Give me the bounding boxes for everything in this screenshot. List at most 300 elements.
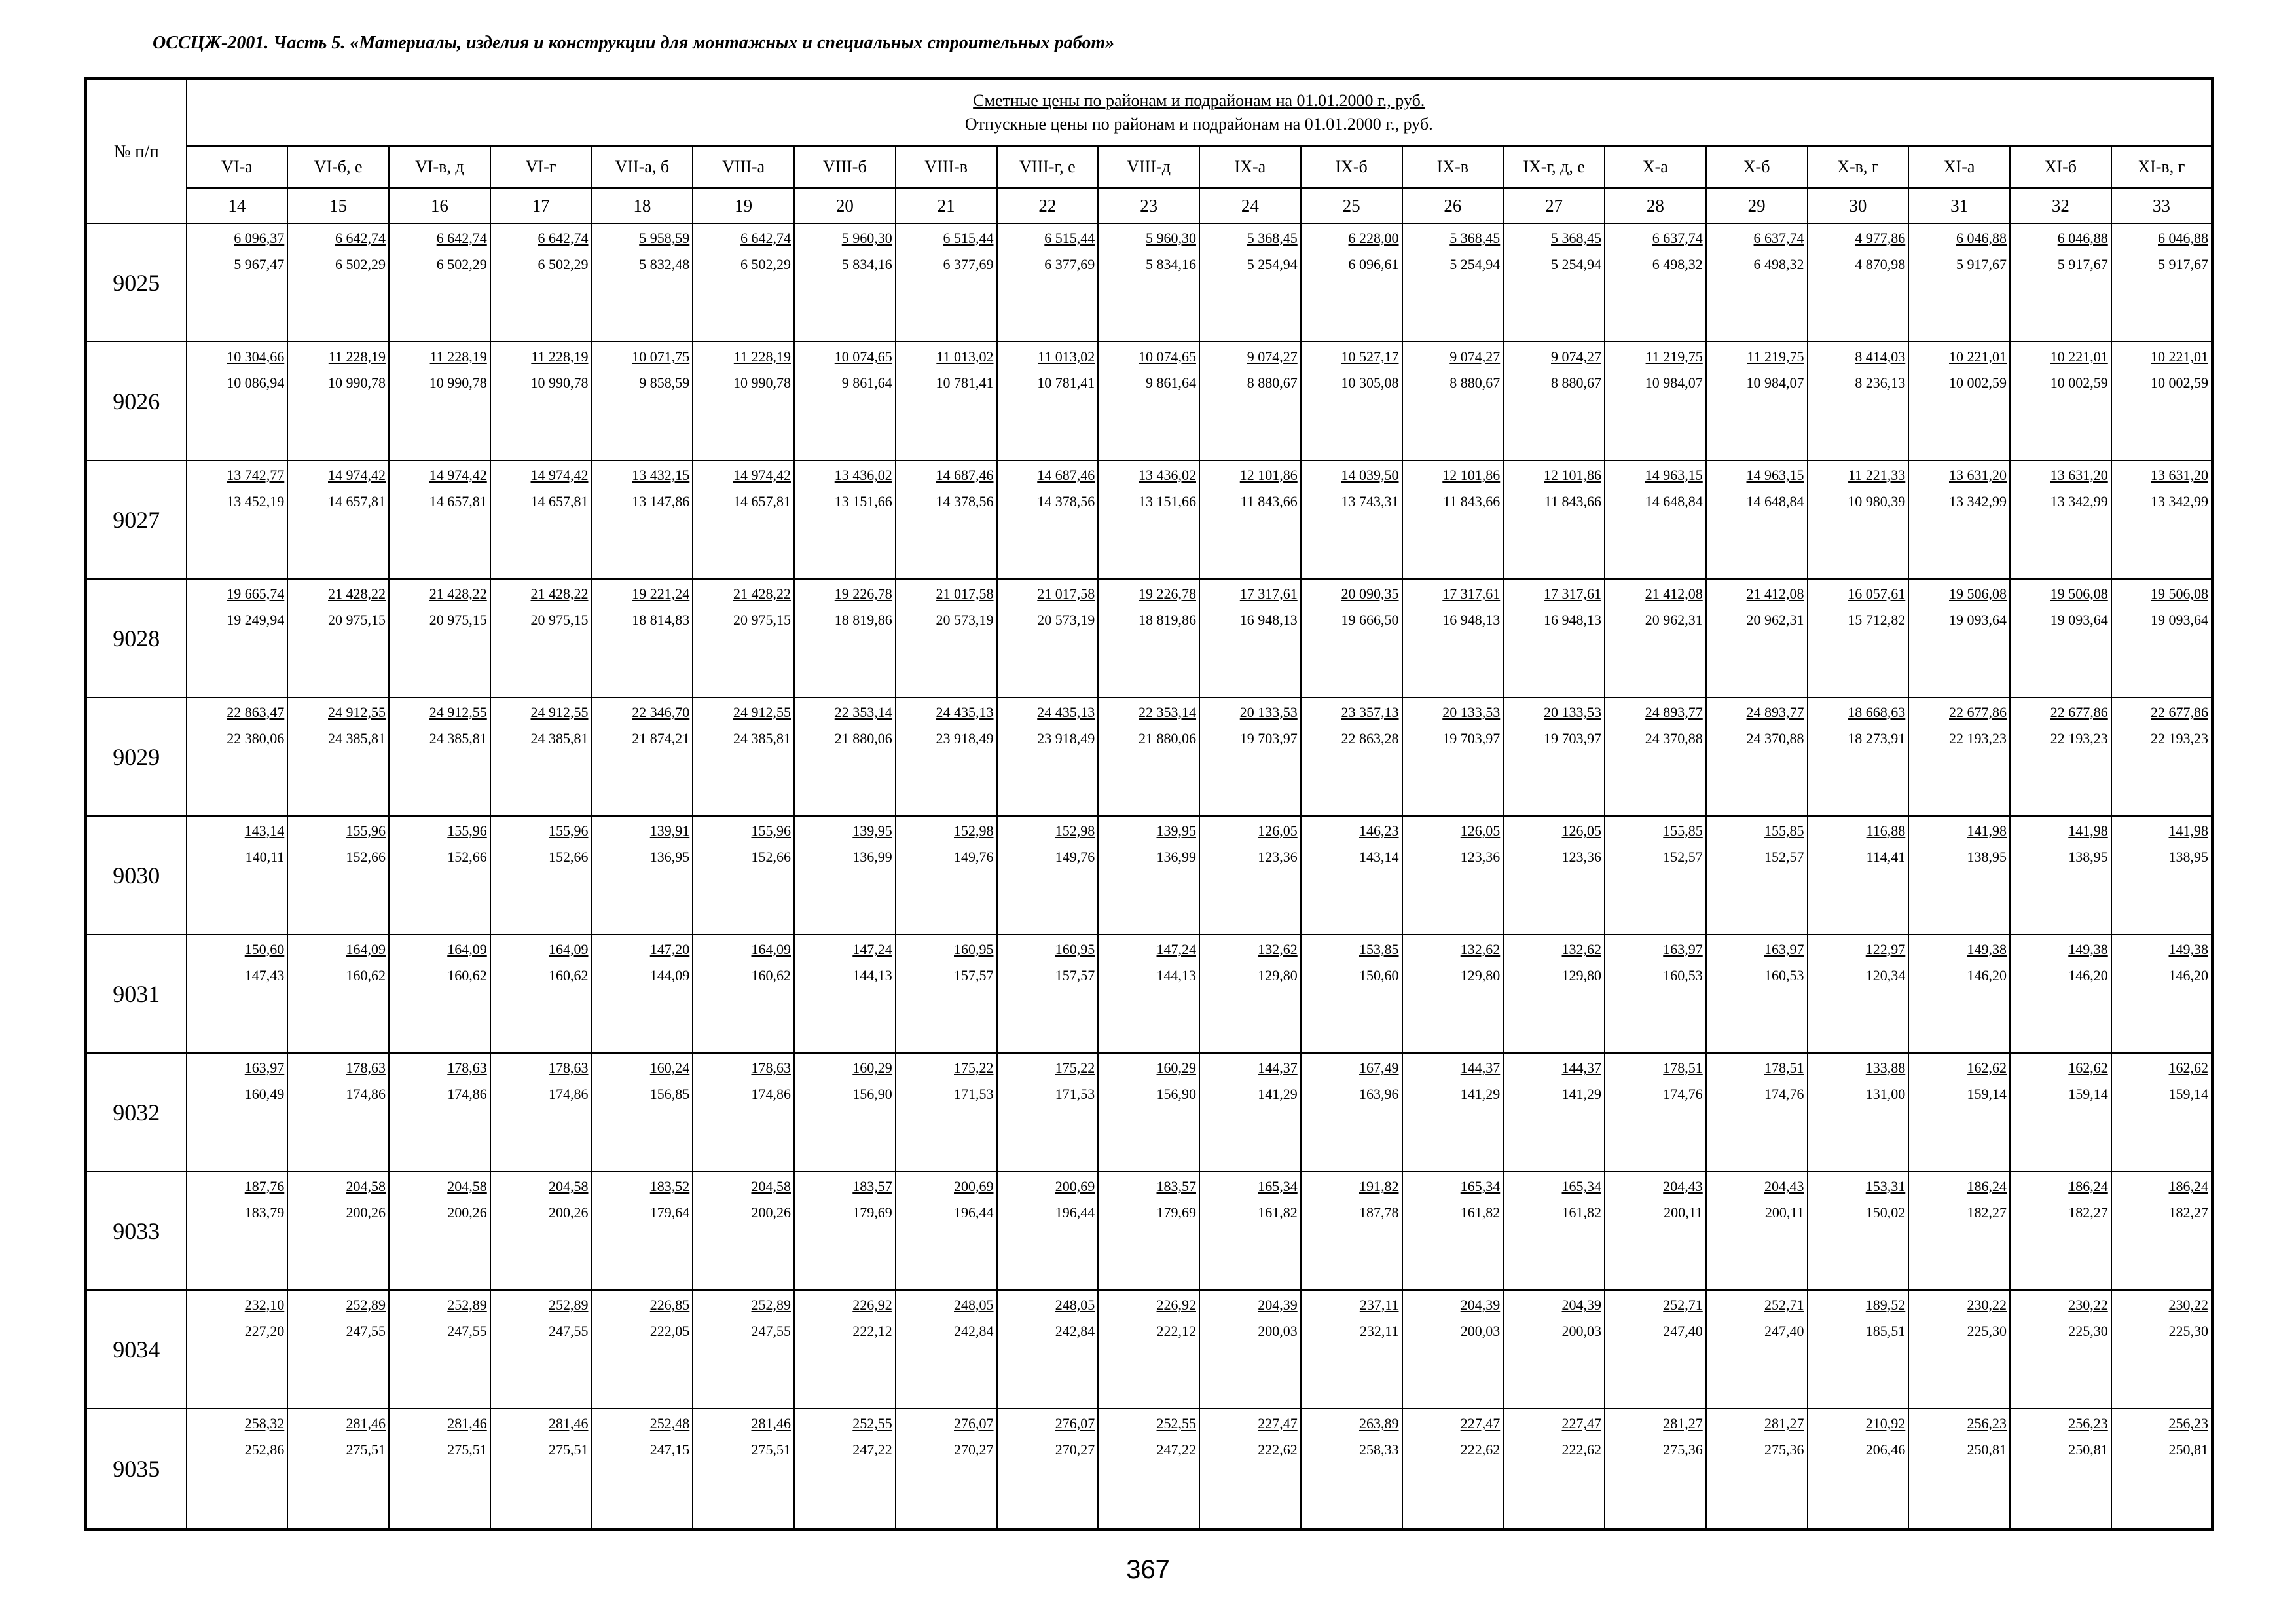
estimate-price: 6 228,00: [1348, 230, 1399, 246]
release-price: 11 843,66: [1443, 493, 1501, 510]
release-price: 225,30: [2168, 1323, 2208, 1340]
price-cell: [2111, 460, 2213, 579]
price-cell: [997, 223, 1099, 342]
estimate-price: 230,22: [2168, 1297, 2208, 1314]
estimate-price: 141,98: [2068, 822, 2108, 840]
release-price: 5 967,47: [234, 256, 285, 272]
estimate-price: 22 677,86: [2151, 704, 2208, 721]
estimate-price: 164,09: [751, 941, 791, 958]
price-cell: [1808, 1172, 1909, 1290]
release-price: 24 385,81: [328, 730, 386, 747]
price-cell: [1706, 816, 1808, 934]
price-cell: [389, 1053, 490, 1172]
release-price: 150,02: [1865, 1204, 1906, 1221]
release-price: 20 573,19: [1037, 612, 1095, 629]
estimate-price: 22 346,70: [632, 704, 690, 721]
estimate-price: 252,48: [649, 1415, 690, 1432]
estimate-price: 248,05: [954, 1297, 994, 1314]
release-price: 183,79: [244, 1204, 285, 1221]
price-cell: [1605, 579, 1706, 697]
price-cell: [896, 342, 997, 460]
release-price: 157,57: [1055, 967, 1095, 984]
resource-code: 9035: [86, 1409, 187, 1529]
estimate-price: 10 221,01: [2151, 348, 2208, 365]
release-price: 16 948,13: [1239, 612, 1298, 629]
price-cell: [1199, 1053, 1301, 1172]
estimate-price: 11 228,19: [328, 348, 386, 365]
price-cell: [693, 816, 794, 934]
estimate-price: 21 412,08: [1746, 585, 1804, 602]
release-price: 23 918,49: [1037, 730, 1095, 747]
price-cell: [1402, 816, 1504, 934]
estimate-price: 24 912,55: [733, 704, 791, 721]
column-number: 24: [1199, 188, 1301, 223]
estimate-price: 162,62: [1967, 1060, 2007, 1077]
estimate-price: 9 074,27: [1247, 348, 1298, 365]
price-cell: [2111, 697, 2213, 816]
release-price: 174,76: [1764, 1086, 1804, 1103]
estimate-price-title: Сметные цены по районам и подрайонам на 01.01.2000 г., руб.: [973, 91, 1425, 110]
price-cell: [1908, 934, 2010, 1053]
estimate-price: 20 133,53: [1544, 704, 1601, 721]
price-cell: [1301, 816, 1402, 934]
release-price: 13 147,86: [632, 493, 690, 510]
estimate-price: 204,58: [549, 1178, 589, 1195]
price-cell: [592, 460, 693, 579]
estimate-price: 165,34: [1561, 1178, 1601, 1195]
estimate-price: 204,58: [751, 1178, 791, 1195]
estimate-price: 6 515,44: [943, 230, 994, 246]
release-price: 275,51: [346, 1441, 386, 1458]
estimate-price: 19 221,24: [632, 585, 690, 602]
release-price: 18 814,83: [632, 612, 690, 629]
price-cell: [693, 697, 794, 816]
estimate-price: 178,63: [549, 1060, 589, 1077]
estimate-price: 141,98: [1967, 822, 2007, 840]
estimate-price: 8 414,03: [1855, 348, 1906, 365]
price-cell: [287, 460, 389, 579]
release-price: 250,81: [2168, 1441, 2208, 1458]
price-cell: [1908, 342, 2010, 460]
estimate-price: 13 631,20: [2151, 467, 2208, 484]
release-price: 18 819,86: [1139, 612, 1196, 629]
price-cell: [794, 816, 896, 934]
release-price: 163,96: [1359, 1086, 1399, 1103]
column-number: 29: [1706, 188, 1808, 223]
estimate-price: 6 642,74: [740, 230, 791, 246]
release-price: 149,76: [1055, 849, 1095, 866]
price-cell: [1605, 1172, 1706, 1290]
estimate-price: 252,89: [346, 1297, 386, 1314]
price-cell: [794, 460, 896, 579]
estimate-price: 162,62: [2168, 1060, 2208, 1077]
release-price: 20 962,31: [1746, 612, 1804, 629]
price-cell: [1402, 697, 1504, 816]
estimate-price: 14 687,46: [1037, 467, 1095, 484]
estimate-price: 5 368,45: [1551, 230, 1601, 246]
price-cell: [1503, 1053, 1605, 1172]
release-price: 14 657,81: [530, 493, 589, 510]
estimate-price: 133,88: [1865, 1060, 1906, 1077]
price-cell: [490, 697, 592, 816]
region-header: VI-б, е: [287, 146, 389, 188]
estimate-price: 13 742,77: [227, 467, 285, 484]
release-price: 179,64: [649, 1204, 690, 1221]
release-price: 160,62: [346, 967, 386, 984]
price-cell: [1199, 1172, 1301, 1290]
release-price: 120,34: [1865, 967, 1906, 984]
price-cell: [997, 1053, 1099, 1172]
price-cell: [187, 1409, 288, 1529]
release-price: 6 502,29: [335, 256, 386, 272]
price-cell: [592, 1053, 693, 1172]
release-price: 160,53: [1663, 967, 1703, 984]
price-cell: [2111, 1409, 2213, 1529]
price-cell: [1503, 342, 1605, 460]
price-cell: [896, 460, 997, 579]
estimate-price: 24 912,55: [429, 704, 487, 721]
price-cell: [287, 1409, 389, 1529]
price-cell: [1808, 816, 1909, 934]
price-cell: [997, 697, 1099, 816]
price-cell: [1706, 460, 1808, 579]
price-cell: [1706, 579, 1808, 697]
release-price: 247,55: [751, 1323, 791, 1340]
estimate-price: 153,85: [1359, 941, 1399, 958]
price-cell: [1706, 1172, 1808, 1290]
price-cell: [490, 342, 592, 460]
estimate-price: 183,57: [1156, 1178, 1196, 1195]
estimate-price: 24 912,55: [530, 704, 589, 721]
estimate-price: 227,47: [1258, 1415, 1298, 1432]
price-cell: [693, 934, 794, 1053]
price-cell: [2111, 1172, 2213, 1290]
estimate-price: 204,43: [1764, 1178, 1804, 1195]
estimate-price: 13 631,20: [1949, 467, 2007, 484]
table-row: [86, 934, 2213, 1053]
release-price: 13 342,99: [1949, 493, 2007, 510]
estimate-price: 139,91: [649, 822, 690, 840]
release-price: 161,82: [1460, 1204, 1501, 1221]
release-price: 200,03: [1258, 1323, 1298, 1340]
estimate-price: 24 435,13: [1037, 704, 1095, 721]
estimate-price: 147,24: [1156, 941, 1196, 958]
estimate-price: 6 096,37: [234, 230, 285, 246]
price-cell: [490, 460, 592, 579]
estimate-price: 10 527,17: [1341, 348, 1399, 365]
release-price: 150,60: [1359, 967, 1399, 984]
estimate-price: 252,71: [1663, 1297, 1703, 1314]
price-cell: [592, 1290, 693, 1409]
release-price: 11 843,66: [1240, 493, 1298, 510]
price-cell: [2010, 223, 2111, 342]
estimate-price: 252,71: [1764, 1297, 1804, 1314]
price-cell: [794, 579, 896, 697]
price-cell: [1199, 1409, 1301, 1529]
estimate-price: 5 960,30: [841, 230, 892, 246]
estimate-price: 11 219,75: [1747, 348, 1804, 365]
price-cell: [1098, 579, 1199, 697]
estimate-price: 13 436,02: [834, 467, 892, 484]
estimate-price: 256,23: [2168, 1415, 2208, 1432]
price-cell: [1301, 342, 1402, 460]
estimate-price: 21 017,58: [1037, 585, 1095, 602]
release-price: 161,82: [1561, 1204, 1601, 1221]
release-price: 136,95: [649, 849, 690, 866]
release-price: 5 834,16: [1146, 256, 1196, 272]
estimate-price: 11 228,19: [733, 348, 791, 365]
release-price: 247,22: [852, 1441, 892, 1458]
estimate-price: 160,95: [954, 941, 994, 958]
release-price: 19 703,97: [1239, 730, 1298, 747]
resource-code: 9029: [86, 697, 187, 816]
release-price: 15 712,82: [1848, 612, 1906, 629]
price-cell: [1908, 1172, 2010, 1290]
release-price: 129,80: [1561, 967, 1601, 984]
estimate-price: 144,37: [1460, 1060, 1501, 1077]
release-price: 16 948,13: [1544, 612, 1601, 629]
price-cell: [1706, 223, 1808, 342]
price-cell: [389, 1290, 490, 1409]
release-price: 19 703,97: [1544, 730, 1601, 747]
estimate-price: 150,60: [244, 941, 285, 958]
release-price: 171,53: [1055, 1086, 1095, 1103]
row-number-header: № п/п: [86, 79, 187, 224]
estimate-price: 163,97: [1764, 941, 1804, 958]
estimate-price: 132,62: [1460, 941, 1501, 958]
estimate-price: 20 133,53: [1442, 704, 1501, 721]
release-price: 152,66: [447, 849, 487, 866]
estimate-price: 160,29: [852, 1060, 892, 1077]
column-number: 15: [287, 188, 389, 223]
estimate-price: 18 668,63: [1848, 704, 1906, 721]
price-cell: [2111, 342, 2213, 460]
price-cell: [1605, 1053, 1706, 1172]
region-row: [86, 146, 2213, 188]
release-price: 275,51: [549, 1441, 589, 1458]
estimate-price: 281,46: [346, 1415, 386, 1432]
region-header: X-а: [1605, 146, 1706, 188]
estimate-price: 155,96: [751, 822, 791, 840]
release-price: 174,76: [1663, 1086, 1703, 1103]
price-cell: [490, 579, 592, 697]
region-header: IX-г, д, е: [1503, 146, 1605, 188]
price-cell: [287, 579, 389, 697]
estimate-price: 204,43: [1663, 1178, 1703, 1195]
price-cell: [1605, 1409, 1706, 1529]
release-price: 9 861,64: [1146, 375, 1196, 392]
release-price: 157,57: [954, 967, 994, 984]
price-cell: [1808, 1409, 1909, 1529]
release-price: 10 002,59: [1949, 375, 2007, 392]
price-cell: [187, 934, 288, 1053]
table-row: [86, 579, 2213, 697]
estimate-price: 248,05: [1055, 1297, 1095, 1314]
estimate-price: 149,38: [1967, 941, 2007, 958]
release-price: 270,27: [954, 1441, 994, 1458]
release-price: 138,95: [2168, 849, 2208, 866]
price-cell: [794, 1053, 896, 1172]
estimate-price: 24 912,55: [328, 704, 386, 721]
release-price: 275,51: [751, 1441, 791, 1458]
release-price: 222,62: [1258, 1441, 1298, 1458]
estimate-price: 167,49: [1359, 1060, 1399, 1077]
price-cell: [1199, 816, 1301, 934]
release-price: 10 781,41: [936, 375, 994, 392]
price-cell: [1908, 460, 2010, 579]
price-cell: [1908, 816, 2010, 934]
price-cell: [287, 816, 389, 934]
release-price: 6 498,32: [1652, 256, 1703, 272]
release-price: 206,46: [1865, 1441, 1906, 1458]
estimate-price: 187,76: [244, 1178, 285, 1195]
price-cell: [2010, 1409, 2111, 1529]
release-price: 24 370,88: [1645, 730, 1703, 747]
price-cell: [896, 816, 997, 934]
release-price: 5 917,67: [2057, 256, 2108, 272]
release-price: 129,80: [1460, 967, 1501, 984]
release-price: 21 880,06: [834, 730, 892, 747]
price-cell: [794, 1172, 896, 1290]
release-price: 8 880,67: [1449, 375, 1501, 392]
price-cell: [1301, 460, 1402, 579]
price-cell: [1199, 342, 1301, 460]
estimate-price: 204,39: [1561, 1297, 1601, 1314]
estimate-price: 258,32: [244, 1415, 285, 1432]
estimate-price: 149,38: [2068, 941, 2108, 958]
price-cell: [997, 816, 1099, 934]
price-cell: [592, 1409, 693, 1529]
price-cell: [1503, 1172, 1605, 1290]
estimate-price: 6 046,88: [2158, 230, 2208, 246]
estimate-price: 281,46: [751, 1415, 791, 1432]
resource-code: 9033: [86, 1172, 187, 1290]
estimate-price: 16 057,61: [1848, 585, 1906, 602]
estimate-price: 165,34: [1460, 1178, 1501, 1195]
estimate-price: 21 428,22: [429, 585, 487, 602]
price-cell: [187, 1172, 288, 1290]
estimate-price: 10 071,75: [632, 348, 690, 365]
resource-code: 9027: [86, 460, 187, 579]
price-cell: [1706, 1053, 1808, 1172]
price-cell: [592, 816, 693, 934]
price-cell: [2111, 1053, 2213, 1172]
price-cell: [287, 1172, 389, 1290]
release-price: 247,22: [1156, 1441, 1196, 1458]
release-price: 174,86: [346, 1086, 386, 1103]
release-price: 200,26: [751, 1204, 791, 1221]
price-cell: [592, 223, 693, 342]
price-cell: [997, 1172, 1099, 1290]
price-cell: [1402, 1290, 1504, 1409]
release-price: 196,44: [1055, 1204, 1095, 1221]
price-cell: [1808, 1290, 1909, 1409]
price-cell: [896, 1172, 997, 1290]
estimate-price: 175,22: [1055, 1060, 1095, 1077]
release-price: 5 254,94: [1247, 256, 1298, 272]
price-cell: [1301, 579, 1402, 697]
release-price: 200,03: [1561, 1323, 1601, 1340]
release-price: 152,66: [751, 849, 791, 866]
release-price: 159,14: [2068, 1086, 2108, 1103]
release-price-title: Отпускные цены по районам и подрайонам на 01.01.2000 г., руб.: [964, 115, 1433, 134]
release-price: 152,66: [549, 849, 589, 866]
estimate-price: 152,98: [1055, 822, 1095, 840]
estimate-price: 149,38: [2168, 941, 2208, 958]
column-number-row: [86, 188, 2213, 223]
price-cell: [997, 342, 1099, 460]
estimate-price: 5 960,30: [1146, 230, 1196, 246]
release-price: 114,41: [1866, 849, 1906, 866]
price-cell: [592, 1172, 693, 1290]
estimate-price: 178,63: [751, 1060, 791, 1077]
price-cell: [1908, 1053, 2010, 1172]
release-price: 149,76: [954, 849, 994, 866]
price-cell: [2010, 460, 2111, 579]
price-cell: [1503, 934, 1605, 1053]
release-price: 22 193,23: [1949, 730, 2007, 747]
price-cell: [287, 342, 389, 460]
price-cell: [997, 460, 1099, 579]
estimate-price: 116,88: [1866, 822, 1906, 840]
release-price: 9 861,64: [841, 375, 892, 392]
release-price: 22 193,23: [2050, 730, 2108, 747]
estimate-price: 9 074,27: [1551, 348, 1601, 365]
estimate-price: 6 637,74: [1753, 230, 1804, 246]
release-price: 200,11: [1764, 1204, 1804, 1221]
price-cell: [389, 1409, 490, 1529]
estimate-price: 256,23: [2068, 1415, 2108, 1432]
release-price: 146,20: [2168, 967, 2208, 984]
price-cell: [2111, 1290, 2213, 1409]
resource-code: 9026: [86, 342, 187, 460]
price-cell: [1301, 1409, 1402, 1529]
price-cell: [1808, 342, 1909, 460]
estimate-price: 22 677,86: [2050, 704, 2108, 721]
release-price: 22 380,06: [227, 730, 285, 747]
release-price: 247,15: [649, 1441, 690, 1458]
price-cell: [1098, 223, 1199, 342]
region-header: VIII-б: [794, 146, 896, 188]
price-cell: [490, 1172, 592, 1290]
release-price: 10 305,08: [1341, 375, 1399, 392]
region-header: XI-в, г: [2111, 146, 2213, 188]
estimate-price: 160,95: [1055, 941, 1095, 958]
release-price: 19 666,50: [1341, 612, 1399, 629]
release-price: 19 093,64: [1949, 612, 2007, 629]
price-cell: [1808, 223, 1909, 342]
estimate-price: 22 863,47: [227, 704, 285, 721]
price-cell: [997, 1290, 1099, 1409]
estimate-price: 10 304,66: [227, 348, 285, 365]
release-price: 19 703,97: [1442, 730, 1501, 747]
price-cell: [187, 579, 288, 697]
estimate-price: 146,23: [1359, 822, 1399, 840]
price-cell: [693, 460, 794, 579]
estimate-price: 12 101,86: [1442, 467, 1501, 484]
release-price: 123,36: [1258, 849, 1298, 866]
estimate-price: 183,52: [649, 1178, 690, 1195]
release-price: 10 984,07: [1746, 375, 1804, 392]
column-number: 25: [1301, 188, 1402, 223]
release-price: 6 377,69: [1044, 256, 1095, 272]
estimate-price: 10 221,01: [2050, 348, 2108, 365]
estimate-price: 226,92: [1156, 1297, 1196, 1314]
release-price: 174,86: [751, 1086, 791, 1103]
price-cell: [389, 934, 490, 1053]
region-header: VIII-г, е: [997, 146, 1099, 188]
release-price: 19 093,64: [2151, 612, 2208, 629]
